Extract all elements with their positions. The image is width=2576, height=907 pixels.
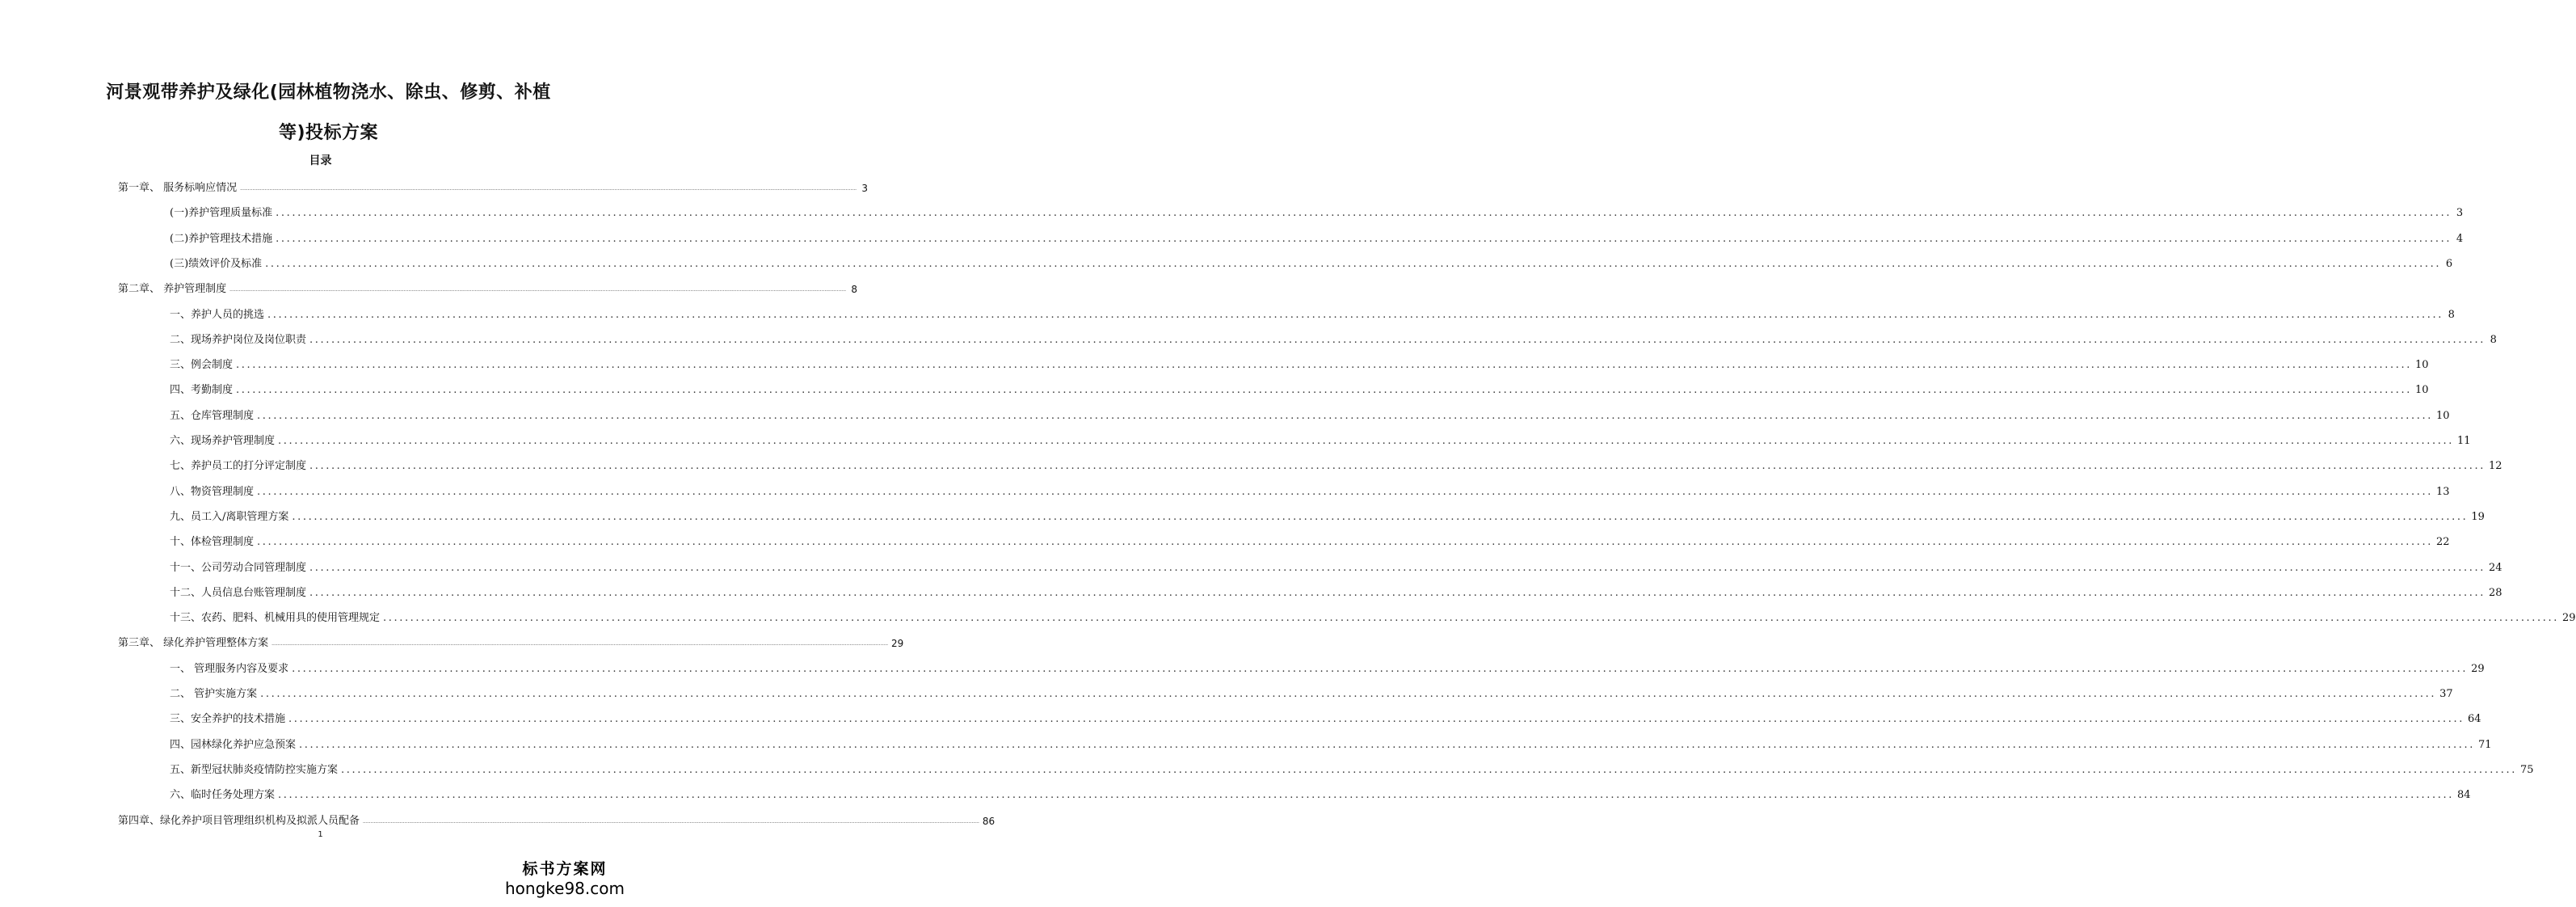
toc-entry-page: 28 <box>2488 587 2502 599</box>
toc-section-entry[interactable] <box>170 482 2450 498</box>
toc-dot-leader: ................................................................................................................................................................................................................................................................................................................................................................................................................ <box>341 764 2517 776</box>
toc-entry-label: 一、 管理服务内容及要求 <box>170 663 289 675</box>
toc-entry-page: 71 <box>2477 739 2492 751</box>
toc-dot-leader: ................................................................................................................................................................................................................................................................................................................................................................................................................ <box>229 287 847 293</box>
toc-dot-leader: ................................................................................................................................................................................................................................................................................................................................................................................................................ <box>278 435 2454 447</box>
toc-entry-label: 九、员工入/离职管理方案 <box>170 511 289 523</box>
toc-entry-page: 24 <box>2488 562 2502 574</box>
document-title <box>81 73 576 154</box>
toc-entry-page: 4 <box>2456 233 2464 245</box>
toc-section-entry[interactable] <box>170 456 2502 472</box>
toc-section-entry[interactable] <box>170 305 2455 321</box>
toc-entry-label: 五、仓库管理制度 <box>170 410 255 422</box>
toc-dot-leader: ................................................................................................................................................................................................................................................................................................................................................................................................................ <box>292 511 2469 523</box>
toc-dot-leader: ................................................................................................................................................................................................................................................................................................................................................................................................................ <box>383 612 2559 624</box>
toc-entry-page: 29 <box>2561 612 2576 624</box>
toc-entry-label: 四、考勤制度 <box>170 384 234 396</box>
toc-section-entry[interactable] <box>170 532 2450 548</box>
toc-entry-page: 22 <box>2435 536 2450 548</box>
toc-dot-leader: ................................................................................................................................................................................................................................................................................................................................................................................................................ <box>257 536 2433 548</box>
toc-entry-page: 37 <box>2439 688 2453 700</box>
toc-section-entry[interactable] <box>170 583 2502 599</box>
document-title-line-1: 河景观带养护及绿化(园林植物浇水、除虫、修剪、补植 <box>106 82 551 103</box>
toc-entry-label: 一、养护人员的挑选 <box>170 309 265 321</box>
toc-entry-page: 3 <box>861 183 869 194</box>
toc-section-entry[interactable] <box>170 431 2471 447</box>
toc-entry-label: (一)养护管理质量标准 <box>170 207 273 219</box>
toc-entry-label: 六、现场养护管理制度 <box>170 435 276 447</box>
toc-section-entry[interactable] <box>170 380 2429 396</box>
toc-entry-label: (二)养护管理技术措施 <box>170 233 273 245</box>
toc-section-entry[interactable] <box>170 735 2492 751</box>
toc-section-entry[interactable] <box>170 709 2481 725</box>
toc-dot-leader: ................................................................................................................................................................................................................................................................................................................................................................................................................ <box>363 819 979 825</box>
toc-entry-page: 29 <box>2471 663 2485 675</box>
toc-entry-page: 8 <box>2490 334 2497 346</box>
toc-section-entry[interactable] <box>170 355 2429 371</box>
toc-entry-label: 二、 管护实施方案 <box>170 688 258 700</box>
toc-entry-page: 10 <box>2414 384 2429 396</box>
toc-dot-leader: ................................................................................................................................................................................................................................................................................................................................................................................................................ <box>309 587 2486 599</box>
toc-dot-leader: ................................................................................................................................................................................................................................................................................................................................................................................................................ <box>309 460 2486 472</box>
toc-dot-leader: ................................................................................................................................................................................................................................................................................................................................................................................................................ <box>267 309 2443 321</box>
toc-entry-label: (三)绩效评价及标准 <box>170 258 263 270</box>
toc-section-entry[interactable] <box>170 785 2471 801</box>
toc-dot-leader: ................................................................................................................................................................................................................................................................................................................................................................................................................ <box>236 384 2412 396</box>
toc-section-entry[interactable] <box>170 229 2464 245</box>
toc-entry-page: 11 <box>2456 435 2471 447</box>
toc-entry-label: 第一章、 服务标响应情况 <box>118 182 238 194</box>
toc-dot-leader: ................................................................................................................................................................................................................................................................................................................................................................................................................ <box>309 334 2486 346</box>
toc-chapter-entry[interactable] <box>118 178 869 194</box>
document-title-line-2: 等)投标方案 <box>278 123 379 143</box>
toc-entry-page: 75 <box>2519 764 2534 776</box>
toc-entry-page: 29 <box>891 638 904 649</box>
toc-dot-leader: ................................................................................................................................................................................................................................................................................................................................................................................................................ <box>271 641 889 647</box>
toc-dot-leader: ................................................................................................................................................................................................................................................................................................................................................................................................................ <box>265 258 2442 270</box>
toc-heading: 目录 <box>309 154 332 167</box>
toc-entry-page: 84 <box>2456 789 2471 801</box>
toc-section-entry[interactable] <box>170 406 2450 422</box>
toc-entry-label: 五、新型冠状肺炎疫情防控实施方案 <box>170 764 339 776</box>
toc-entry-page: 10 <box>2414 359 2429 371</box>
toc-dot-leader: ................................................................................................................................................................................................................................................................................................................................................................................................................ <box>257 410 2433 422</box>
toc-dot-leader: ................................................................................................................................................................................................................................................................................................................................................................................................................ <box>236 359 2412 371</box>
toc-entry-label: 十二、人员信息台账管理制度 <box>170 587 307 599</box>
toc-section-entry[interactable] <box>170 760 2534 776</box>
toc-entry-label: 二、现场养护岗位及岗位职责 <box>170 334 307 346</box>
toc-dot-leader: ................................................................................................................................................................................................................................................................................................................................................................................................................ <box>288 713 2464 725</box>
toc-entry-page: 64 <box>2467 713 2481 725</box>
toc-entry-page: 19 <box>2471 511 2485 523</box>
toc-entry-label: 四、园林绿化养护应急预案 <box>170 739 297 751</box>
toc-entry-page: 6 <box>2445 258 2453 270</box>
toc-entry-label: 三、例会制度 <box>170 359 234 371</box>
watermark-url: hongke98.com <box>505 879 625 898</box>
watermark-logo <box>500 860 629 899</box>
toc-entry-page: 13 <box>2435 486 2450 498</box>
toc-chapter-entry[interactable] <box>118 633 904 649</box>
toc-section-entry[interactable] <box>170 608 2576 624</box>
toc-entry-page: 86 <box>982 816 995 827</box>
toc-section-entry[interactable] <box>170 254 2453 270</box>
toc-section-entry[interactable] <box>170 684 2453 700</box>
toc-entry-label: 十三、农药、肥料、机械用具的使用管理规定 <box>170 612 381 624</box>
toc-section-entry[interactable] <box>170 659 2485 675</box>
toc-entry-page: 10 <box>2435 410 2450 422</box>
toc-chapter-entry[interactable] <box>118 279 858 295</box>
toc-entry-label: 第四章、绿化养护项目管理组织机构及拟派人员配备 <box>118 815 360 827</box>
toc-section-entry[interactable] <box>170 203 2464 219</box>
toc-entry-label: 第三章、 绿化养护管理整体方案 <box>118 637 269 649</box>
watermark-name: 标书方案网 <box>522 860 608 878</box>
toc-dot-leader: ................................................................................................................................................................................................................................................................................................................................................................................................................ <box>276 207 2452 219</box>
toc-entry-page: 8 <box>2448 309 2455 321</box>
toc-dot-leader: ................................................................................................................................................................................................................................................................................................................................................................................................................ <box>309 562 2486 574</box>
toc-dot-leader: ................................................................................................................................................................................................................................................................................................................................................................................................................ <box>240 186 857 192</box>
toc-chapter-entry[interactable] <box>118 811 995 827</box>
toc-section-entry[interactable] <box>170 558 2502 574</box>
toc-entry-label: 六、临时任务处理方案 <box>170 789 276 801</box>
toc-dot-leader: ................................................................................................................................................................................................................................................................................................................................................................................................................ <box>278 789 2454 801</box>
toc-dot-leader: ................................................................................................................................................................................................................................................................................................................................................................................................................ <box>257 486 2433 498</box>
toc-entry-page: 12 <box>2488 460 2502 472</box>
toc-entry-label: 十一、公司劳动合同管理制度 <box>170 562 307 574</box>
toc-entry-label: 十、体检管理制度 <box>170 536 255 548</box>
toc-section-entry[interactable] <box>170 507 2485 523</box>
toc-entry-label: 第二章、 养护管理制度 <box>118 283 227 295</box>
toc-dot-leader: ................................................................................................................................................................................................................................................................................................................................................................................................................ <box>260 688 2437 700</box>
toc-entry-page: 8 <box>851 284 858 295</box>
toc-section-entry[interactable] <box>170 330 2497 346</box>
toc-entry-label: 七、养护员工的打分评定制度 <box>170 460 307 472</box>
toc-dot-leader: ................................................................................................................................................................................................................................................................................................................................................................................................................ <box>292 663 2469 675</box>
toc-dot-leader: ................................................................................................................................................................................................................................................................................................................................................................................................................ <box>276 233 2452 245</box>
toc-entry-page: 3 <box>2456 207 2464 219</box>
toc-entry-label: 三、安全养护的技术措施 <box>170 713 286 725</box>
toc-entry-label: 八、物资管理制度 <box>170 486 255 498</box>
page-number: 1 <box>318 830 323 839</box>
toc-dot-leader: ................................................................................................................................................................................................................................................................................................................................................................................................................ <box>299 739 2475 751</box>
